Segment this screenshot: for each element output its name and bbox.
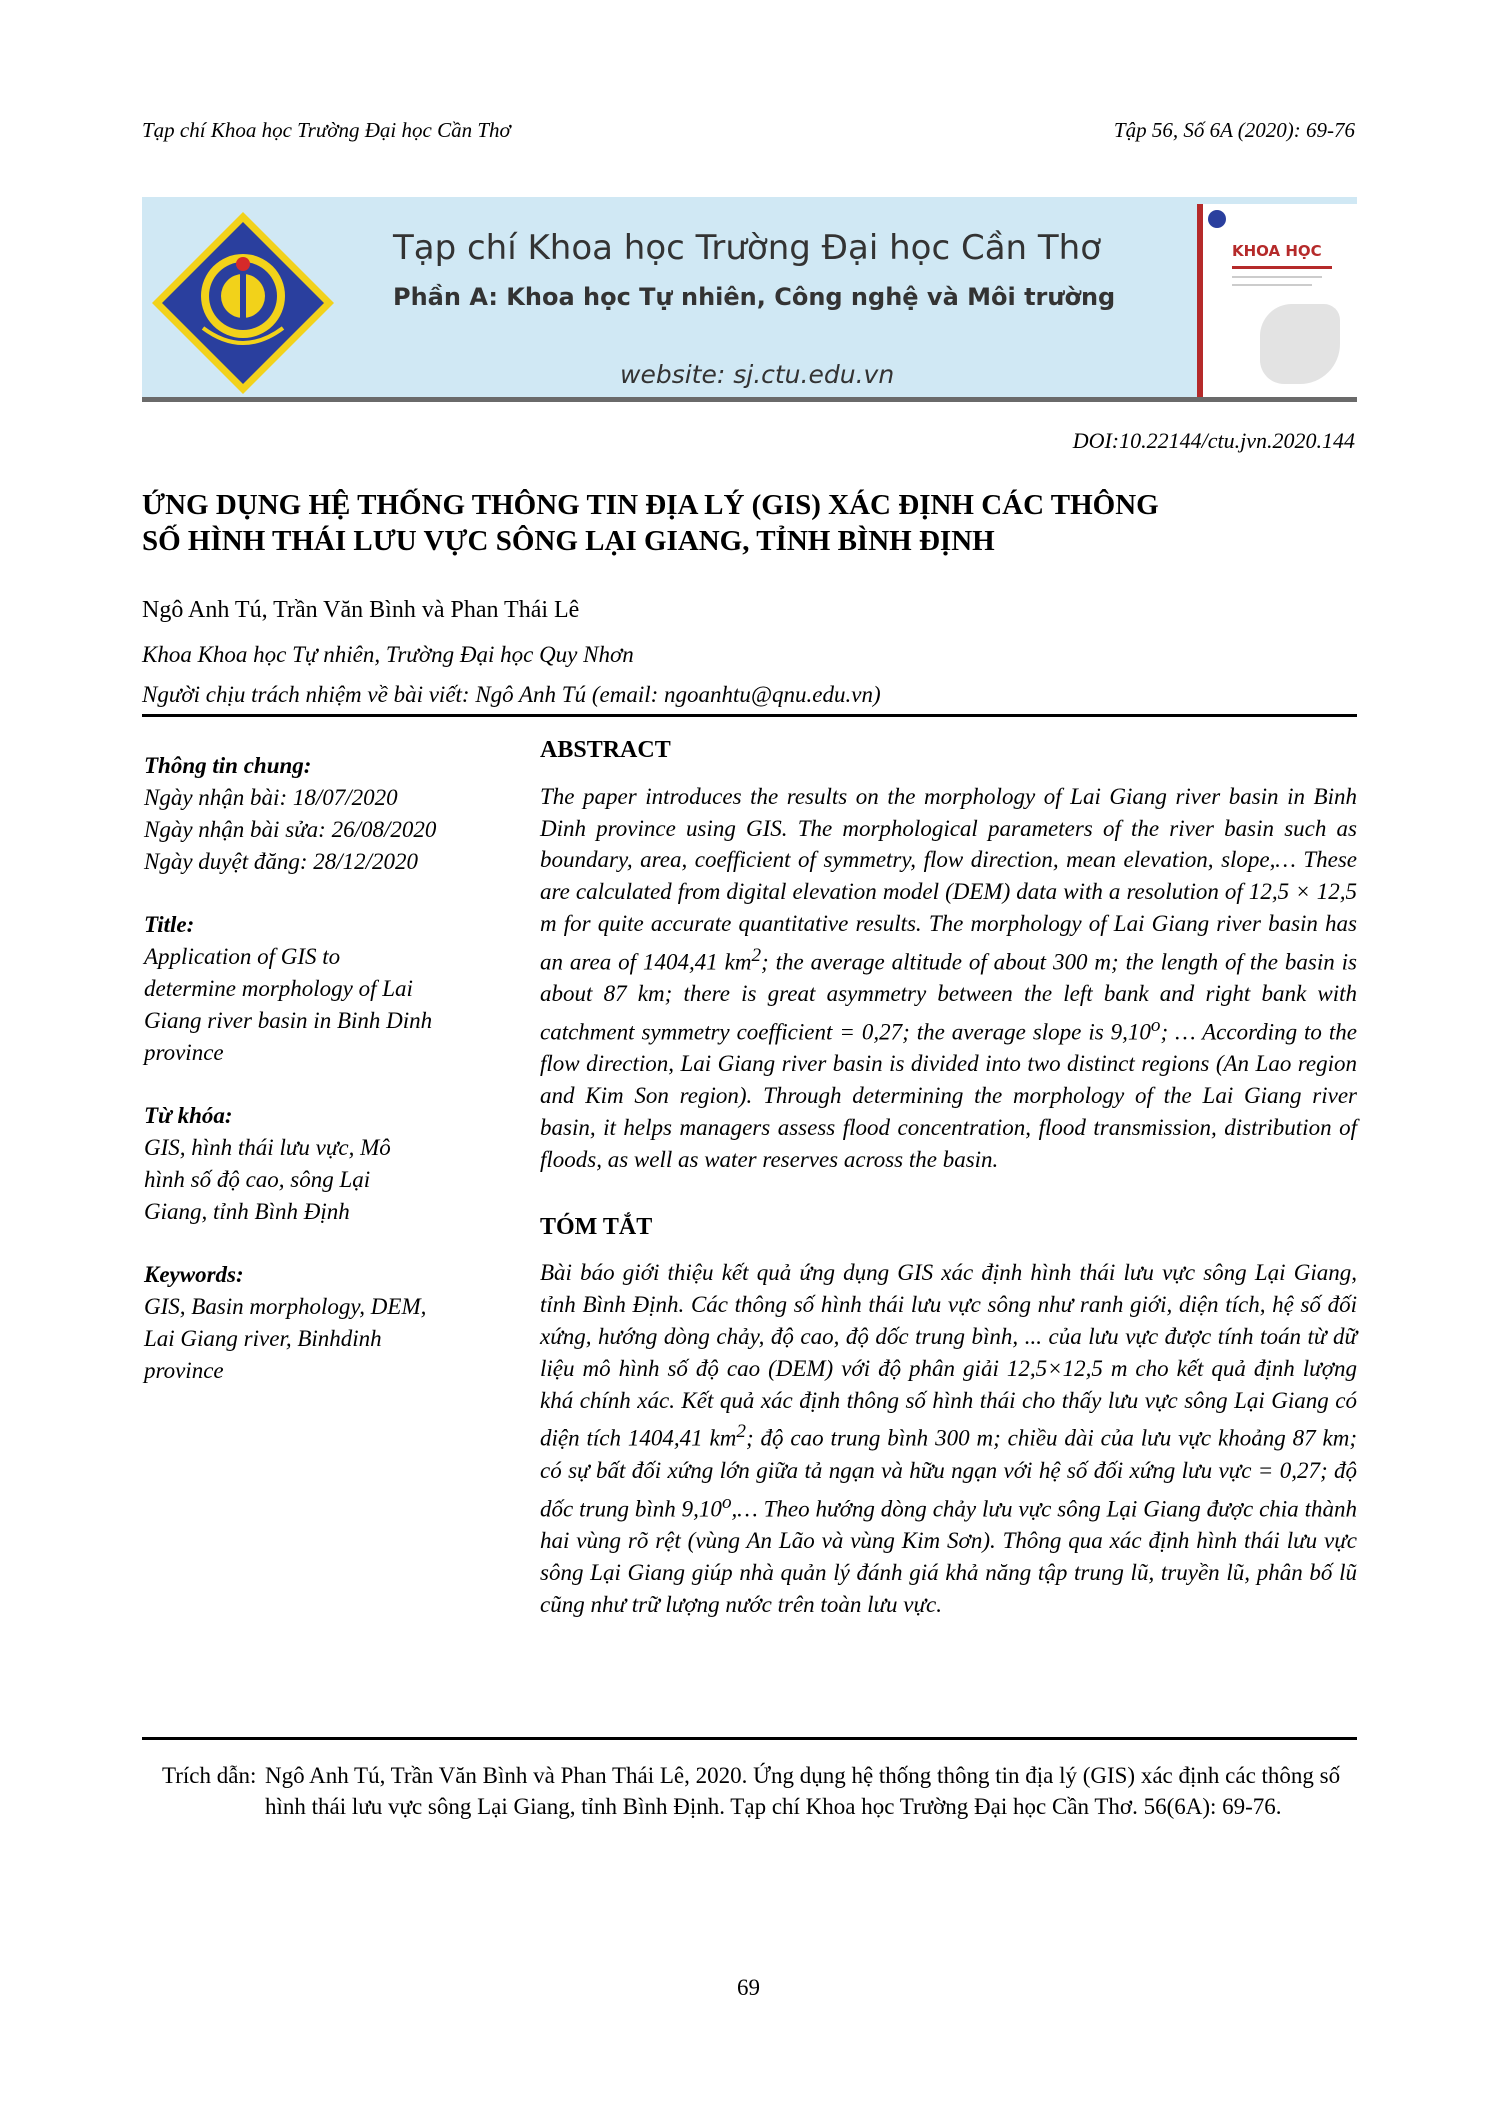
received-date: Ngày nhận bài: 18/07/2020 xyxy=(144,785,398,810)
tomtat-text-part: ; độ cao trung bình 300 m; chiều dài của lưu vực khoảng 87 km; có sự bất đối xứng lớn giữa tả ngạn và hữu ngạn với hệ số đối xứng lưu vực = 0,27; độ dốc trung bình 9,10 xyxy=(540,1426,1357,1522)
top-divider xyxy=(142,714,1357,717)
university-logo xyxy=(148,208,338,398)
vietnamese-keywords-line: hình số độ cao, sông Lại xyxy=(144,1167,371,1192)
vietnamese-keywords-line: GIS, hình thái lưu vực, Mô xyxy=(144,1135,391,1160)
cover-line xyxy=(1232,276,1322,278)
running-header-journal: Tạp chí Khoa học Trường Đại học Cần Thơ xyxy=(142,118,511,142)
cover-logo-icon xyxy=(1208,210,1226,228)
english-title-heading: Title: xyxy=(144,912,195,937)
cover-title: KHOA HỌC xyxy=(1232,242,1322,260)
article-info-sidebar xyxy=(144,750,514,1418)
tomtat-heading: TÓM TẮT xyxy=(540,1213,653,1240)
english-title-line: Giang river basin in Binh Dinh xyxy=(144,1008,433,1033)
abstract-text-part: The paper introduces the results on the morphology of Lai Giang river basin in Binh Dinh province using GIS. The morphological parameters of the river basin such as boundary, area, coefficient of symmetry, flow direction, mean elevation, slope,… These are calculated from digital elevation model (DEM) data with a resolution of 12,5 × 12,5 m for quite accurate quantitative results. The morphology of Lai Giang river basin has an area of 1404,41 km xyxy=(540,783,1357,975)
abstract-heading: ABSTRACT xyxy=(540,737,671,763)
authors: Ngô Anh Tú, Trần Văn Bình và Phan Thái Lê xyxy=(142,597,580,623)
article-title xyxy=(142,487,1357,559)
vietnamese-keywords-heading: Từ khóa: xyxy=(144,1103,233,1128)
banner-title: Tạp chí Khoa học Trường Đại học Cần Thơ xyxy=(393,228,1102,268)
cover-line xyxy=(1232,266,1332,269)
citation-text: Ngô Anh Tú, Trần Văn Bình và Phan Thái Lê, 2020. Ứng dụng hệ thống thông tin địa lý (GIS) xác định các thông số hình thái lưu vực sông Lại Giang, tỉnh Bình Định. Tạp chí Khoa học Trường Đại học Cần Thơ. 56(6A): 69-76. xyxy=(265,1763,1341,1819)
affiliation: Khoa Khoa học Tự nhiên, Trường Đại học Quy Nhơn xyxy=(142,642,634,667)
abstract-superscript: o xyxy=(1150,1015,1161,1037)
cover-map-graphic xyxy=(1260,304,1340,384)
vietnamese-keywords-line: Giang, tỉnh Bình Định xyxy=(144,1199,350,1224)
abstract-text-part: ; … According to the flow direction, Lai Giang river basin is divided into two distinct regions (An Lao region and Kim Son region). Through determining the morphology of the Lai Giang river basin, it helps managers assess flood concentration, flood transmission, distribution of floods, as well as water reserves across the basin. xyxy=(540,1019,1357,1172)
accepted-date: Ngày duyệt đăng: 28/12/2020 xyxy=(144,849,419,874)
general-info xyxy=(144,750,514,878)
tomtat-text-part: Bài báo giới thiệu kết quả ứng dụng GIS xác định hình thái lưu vực sông Lại Giang, tỉnh Bình Định. Các thông số hình thái lưu vực sông như ranh giới, diện tích, hệ số đối xứng, hướng dòng chảy, độ cao, độ dốc trung bình, ... của lưu vực được tính toán từ dữ liệu mô hình số độ cao (DEM) với độ phân giải 12,5×12,5 m cho kết quả định lượng khá chính xác. Kết quả xác định thông số hình thái cho thấy lưu vực sông Lại Giang có diện tích 1404,41 km xyxy=(540,1260,1357,1452)
abstract-column xyxy=(540,735,1357,1635)
citation-label: Trích dẫn: xyxy=(162,1763,257,1788)
bottom-divider xyxy=(142,1737,1357,1740)
citation xyxy=(162,1760,1357,1822)
tomtat-text-part: ,… Theo hướng dòng chảy lưu vực sông Lại Giang được chia thành hai vùng rõ rệt (vùng An Lão và vùng Kim Sơn). Thông qua xác định hình thái lưu vực sông Lại Giang giúp nhà quản lý đánh giá khả năng tập trung lũ, truyền lũ, phân bố lũ cũng như trữ lượng nước trên toàn lưu vực. xyxy=(540,1496,1357,1617)
running-header-issue: Tập 56, Số 6A (2020): 69-76 xyxy=(1113,118,1355,142)
article-title-line: SỐ HÌNH THÁI LƯU VỰC SÔNG LẠI GIANG, TỈNH BÌNH ĐỊNH xyxy=(142,525,995,557)
general-info-heading: Thông tin chung: xyxy=(144,753,312,778)
cover-line xyxy=(1232,284,1312,286)
english-keywords-heading: Keywords: xyxy=(144,1262,244,1287)
page-number: 69 xyxy=(737,1975,760,2000)
english-title-line: Application of GIS to xyxy=(144,944,341,969)
article-title-line: ỨNG DỤNG HỆ THỐNG THÔNG TIN ĐỊA LÝ (GIS) XÁC ĐỊNH CÁC THÔNG xyxy=(142,489,1159,521)
english-keywords-line: province xyxy=(144,1358,224,1383)
journal-cover-thumbnail xyxy=(1197,204,1360,397)
banner-subtitle: Phần A: Khoa học Tự nhiên, Công nghệ và Môi trường xyxy=(393,283,1116,311)
english-keywords-line: GIS, Basin morphology, DEM, xyxy=(144,1294,427,1319)
tomtat-text xyxy=(540,1257,1357,1620)
english-title-line: province xyxy=(144,1040,224,1065)
english-title-line: determine morphology of Lai xyxy=(144,976,413,1001)
english-keywords-block xyxy=(144,1259,514,1387)
english-keywords-line: Lai Giang river, Binhdinh xyxy=(144,1326,382,1351)
corresponding-author: Người chịu trách nhiệm về bài viết: Ngô Anh Tú (email: ngoanhtu@qnu.edu.vn) xyxy=(142,682,881,707)
banner-website: website: sj.ctu.edu.vn xyxy=(620,360,895,389)
abstract-text-part: ; the average altitude of about 300 m; the length of the basin is about 87 km; there is great asymmetry between the left bank and right bank with catchment symmetry coefficient = 0,27; the average slope is 9,10 xyxy=(540,949,1357,1045)
doi: DOI:10.22144/ctu.jvn.2020.144 xyxy=(1072,428,1355,453)
vietnamese-keywords-block xyxy=(144,1100,514,1228)
english-title-block xyxy=(144,909,514,1069)
revised-date: Ngày nhận bài sửa: 26/08/2020 xyxy=(144,817,437,842)
abstract-superscript: 2 xyxy=(751,944,762,966)
tomtat-superscript: 2 xyxy=(736,1421,746,1443)
tomtat-superscript: o xyxy=(721,1491,732,1513)
cover-red-bar xyxy=(1197,204,1203,397)
abstract-text xyxy=(540,781,1357,1176)
